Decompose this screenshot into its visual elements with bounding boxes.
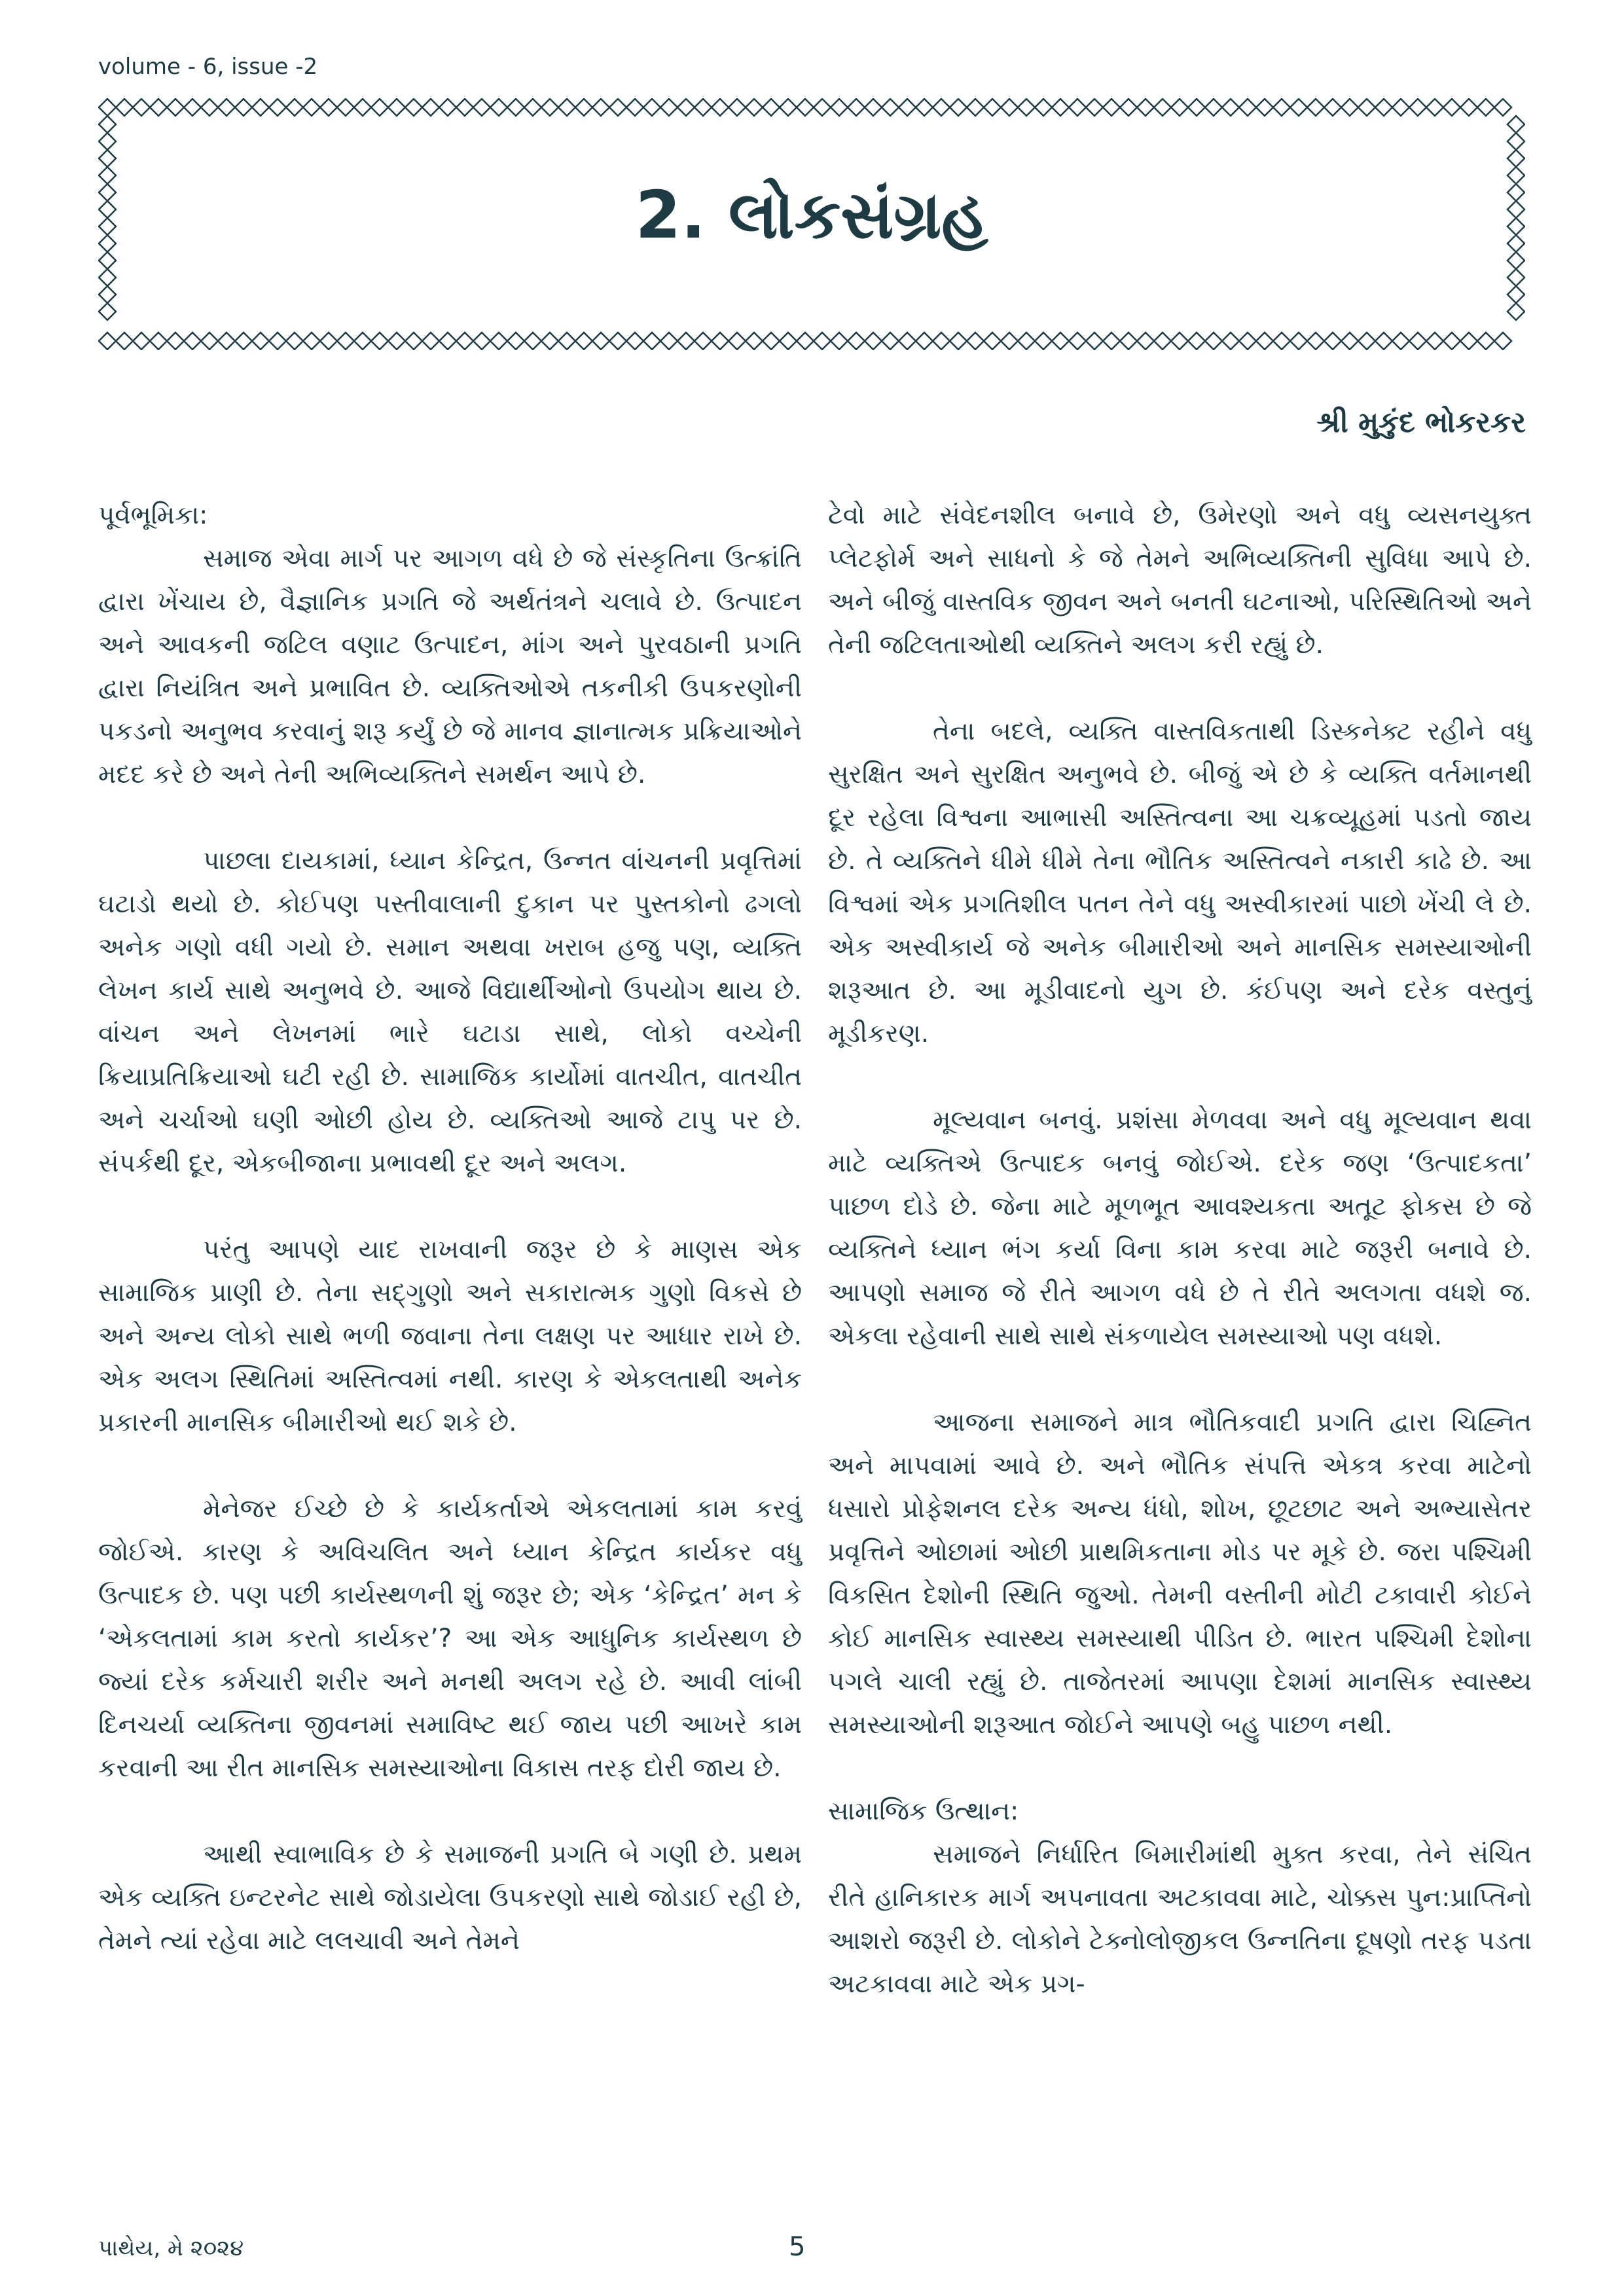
volume-issue-label: volume - 6, issue -2 <box>98 54 318 80</box>
paragraph: સમાજ એવા માર્ગ પર આગળ વધે છે જે સંસ્કૃતિના ઉત્ક્રાંતિ દ્વારા ખેંચાય છે, વૈજ્ઞાનિક પ્રગતિ જે અર્થતંત્રને ચલાવે છે. ઉત્પાદન અને આવકની જટિલ વણાટ ઉત્પાદન, માંગ અને પુરવઠાની પ્રગતિ દ્વારા નિયંત્રિત અને પ્રભાવિત છે. વ્યક્તિઓએ તકનીકી ઉપકરણોની પકડનો અનુભવ કરવાનું શરૂ કર્યું છે જે માનવ જ્ઞાનાત્મક પ્રક્રિયાઓને મદદ કરે છે અને તેની અભિવ્યક્તિને સમર્થન આપે છે. <box>98 544 802 789</box>
title-frame <box>98 98 1525 350</box>
paragraph: આથી સ્વાભાવિક છે કે સમાજની પ્રગતિ બે ગણી છે. પ્રથમ એક વ્યક્તિ ઇન્ટરનેટ સાથે જોડાયેલા ઉપકરણો સાથે જોડાઈ રહી છે, તેમને ત્યાં રહેવા માટે લલચાવી અને તેમને <box>98 1840 802 1956</box>
article-title: 2. લોકસંગ્રહ <box>635 177 988 253</box>
paragraph: આજના સમાજને માત્ર ભૌતિકવાદી પ્રગતિ દ્વારા ચિહ્નિત અને માપવામાં આવે છે. અને ભૌતિક સંપત્તિ એકત્ર કરવા માટેનો ધસારો પ્રોફેશનલ દરેક અન્ય ધંધો, શોખ, છૂટછાટ અને અભ્યાસેતર પ્રવૃત્તિને ઓછામાં ઓછી પ્રાથમિકતાના મોડ પર મૂકે છે. જરા પશ્ચિમી વિકસિત દેશોની સ્થિતિ જુઓ. તેમની વસ્તીની મોટી ટકાવારી કોઈને કોઈ માનસિક સ્વાસ્થ્ય સમસ્યાથી પીડિત છે. ભારત પશ્ચિમી દેશોના પગલે ચાલી રહ્યું છે. તાજેતરમાં આપણા દેશમાં માનસિક સ્વાસ્થ્ય સમસ્યાઓની શરૂઆત જોઈને આપણે બહુ પાછળ નથી. <box>828 1408 1532 1740</box>
paragraph: તેના બદલે, વ્યક્તિ વાસ્તવિકતાથી ડિસ્કનેક્ટ રહીને વધુ સુરક્ષિત અને સુરક્ષિત અનુભવે છે. બીજું એ છે કે વ્યક્તિ વર્તમાનથી દૂર રહેલા વિશ્વના આભાસી અસ્તિત્વના આ ચક્રવ્યૂહમાં પડતો જાય છે. તે વ્યક્તિને ધીમે ધીમે તેના ભૌતિક અસ્તિત્વને નકારી કાઢે છે. આ વિશ્વમાં એક પ્રગતિશીલ પતન તેને વધુ અસ્વીકારમાં પાછો ખેંચી લે છે. એક અસ્વીકાર્ય જે અનેક બીમારીઓ અને માનસિક સમસ્યાઓની શરૂઆત છે. આ મૂડીવાદનો યુગ છે. કંઈપણ અને દરેક વસ્તુનું મૂડીકરણ. <box>828 717 1532 1049</box>
paragraph: પાછલા દાયકામાં, ધ્યાન કેન્દ્રિત, ઉન્નત વાંચનની પ્રવૃત્તિમાં ઘટાડો થયો છે. કોઈપણ પસ્તીવાલાની દુકાન પર પુસ્તકોનો ઢગલો અનેક ગણો વધી ગયો છે. સમાન અથવા ખરાબ હજુ પણ, વ્યક્તિ લેખન કાર્ય સાથે અનુભવે છે. આજે વિદ્યાર્થીઓનો ઉપયોગ થાય છે. વાંચન અને લેખનમાં ભારે ઘટાડા સાથે, લોકો વચ્ચેની ક્રિયાપ્રતિક્રિયાઓ ઘટી રહી છે. સામાજિક કાર્યોમાં વાતચીત, વાતચીત અને ચર્ચાઓ ઘણી ઓછી હોય છે. વ્યક્તિઓ આજે ટાપુ પર છે. સંપર્કથી દૂર, એકબીજાના પ્રભાવથી દૂર અને અલગ. <box>98 846 802 1178</box>
footer-publication: પાથેય, મે ૨૦૨૪ <box>98 2235 244 2261</box>
paragraph: મેનેજર ઈચ્છે છે કે કાર્યકર્તાએ એકલતામાં કામ કરવું જોઈએ. કારણ કે અવિચલિત અને ધ્યાન કેન્દ્રિત કાર્યકર વધુ ઉત્પાદક છે. પણ પછી કાર્યસ્થળની શું જરૂર છે; એક ‘કેન્દ્રિત’ મન કે ‘એકલતામાં કામ કરતો કાર્યકર’? આ એક આધુનિક કાર્યસ્થળ છે જ્યાં દરેક કર્મચારી શરીર અને મનથી અલગ રહે છે. આવી લાંબી દિનચર્યા વ્યક્તિના જીવનમાં સમાવિષ્ટ થઈ જાય પછી આખરે કામ કરવાની આ રીત માનસિક સમસ્યાઓના વિકાસ તરફ દોરી જાય છે. <box>98 1494 802 1783</box>
page-number: 5 <box>789 2232 806 2262</box>
section-heading-social-upliftment: સામાજિક ઉત્થાન: <box>828 1797 1019 1826</box>
section-heading-background: પૂર્વભૂમિકા: <box>98 501 208 530</box>
right-column <box>828 494 1532 2049</box>
paragraph: સમાજને નિર્ધારિત બિમારીમાંથી મુક્ત કરવા, તેને સંચિત રીતે હાનિકારક માર્ગ અપનાવતા અટકાવવા માટે, ચોક્કસ પુન:પ્રાપ્તિનો આશરો જરૂરી છે. લોકોને ટેક્નોલોજીકલ ઉન્નતિના દૂષણો તરફ પડતા અટકાવવા માટે એક પ્રગ- <box>828 1840 1532 1999</box>
author-name: શ્રી મુકુંદ ભોકરકર <box>1316 406 1526 439</box>
paragraph: મૂલ્યવાન બનવું. પ્રશંસા મેળવવા અને વધુ મૂલ્યવાન થવા માટે વ્યક્તિએ ઉત્પાદક બનવું જોઈએ. દરેક જણ ‘ઉત્પાદકતા’ પાછળ દોડે છે. જેના માટે મૂળભૂત આવશ્યકતા અતૂટ ફોકસ છે જે વ્યક્તિને ધ્યાન ભંગ કર્યા વિના કામ કરવા માટે જરૂરી બનાવે છે. આપણો સમાજ જે રીતે આગળ વધે છે તે રીતે અલગતા વધશે જ. એકલા રહેવાની સાથે સાથે સંકળાયેલ સમસ્યાઓ પણ વધશે. <box>828 1105 1532 1351</box>
paragraph: પરંતુ આપણે યાદ રાખવાની જરૂર છે કે માણસ એક સામાજિક પ્રાણી છે. તેના સદ્ગુણો અને સકારાત્મક ગુણો વિકસે છે અને અન્ય લોકો સાથે ભળી જવાના તેના લક્ષણ પર આધાર રાખે છે. એક અલગ સ્થિતિમાં અસ્તિત્વમાં નથી. કારણ કે એકલતાથી અનેક પ્રકારની માનસિક બીમારીઓ થઈ શકે છે. <box>98 1235 802 1437</box>
paragraph: ટેવો માટે સંવેદનશીલ બનાવે છે, ઉમેરણો અને વધુ વ્યસનયુક્ત પ્લેટફોર્મ અને સાધનો કે જે તેમને અભિવ્યક્તિની સુવિધા આપે છે. અને બીજું વાસ્તવિક જીવન અને બનતી ઘટનાઓ, પરિસ્થિતિઓ અને તેની જટિલતાઓથી વ્યક્તિને અલગ કરી રહ્યું છે. <box>828 501 1532 660</box>
left-column <box>98 494 802 2006</box>
